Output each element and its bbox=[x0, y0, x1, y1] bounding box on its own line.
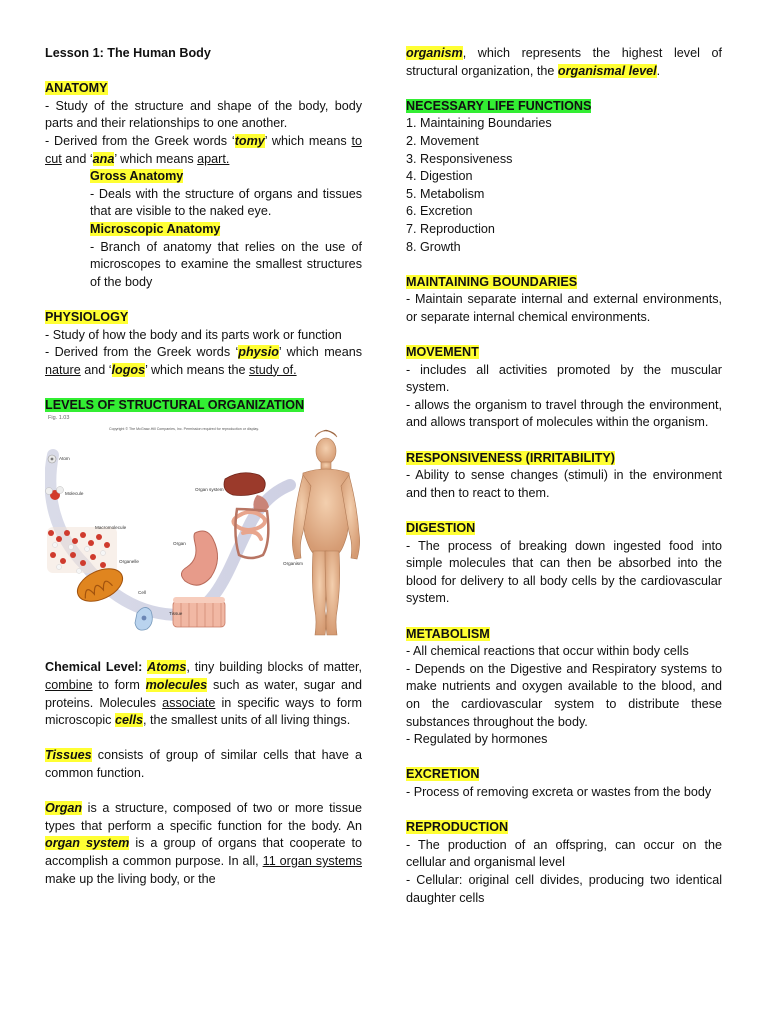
excretion-heading: EXCRETION bbox=[406, 767, 480, 782]
levels-heading: LEVELS OF STRUCTURAL ORGANIZATION bbox=[45, 397, 305, 412]
physiology-definition: - Study of how the body and its parts work or function bbox=[45, 327, 342, 342]
term-tomy: tomy bbox=[234, 133, 265, 148]
chemical-level-paragraph: Chemical Level: Atoms, tiny building blocks of matter, combine to form molecules such as water, sugar and proteins. Molecules associate in specific ways to form microscopic cells, the smallest units of all living things. bbox=[45, 660, 362, 728]
gross-anatomy-text: - Deals with the structure of organs and tissues that are visible to the naked eye. bbox=[90, 186, 362, 219]
maintaining-boundaries-heading: MAINTAINING BOUNDARIES bbox=[406, 274, 578, 289]
anatomy-definition: - Study of the structure and shape of the body, body parts and their relationships to one another. bbox=[45, 98, 362, 131]
label-macromolecule: Macromolecule bbox=[95, 525, 127, 531]
label-organ-system: Organ system bbox=[195, 487, 224, 493]
term-cells: cells bbox=[114, 713, 143, 728]
organism-illustration bbox=[292, 430, 359, 635]
lesson-title: Lesson 1: The Human Body bbox=[45, 46, 211, 60]
meaning-apart: apart. bbox=[197, 151, 230, 166]
responsiveness-text: - Ability to sense changes (stimuli) in the environment and then to react to them. bbox=[406, 468, 722, 500]
gross-anatomy-heading: Gross Anatomy bbox=[90, 169, 184, 184]
list-item: 6. Excretion bbox=[406, 204, 473, 219]
list-item: 5. Metabolism bbox=[406, 186, 485, 201]
label-cell: Cell bbox=[138, 590, 146, 596]
anatomy-derivation: - Derived from the Greek words ‘tomy’ which means to cut and ‘ana’ which means apart. bbox=[45, 133, 363, 166]
life-functions-heading: NECESSARY LIFE FUNCTIONS bbox=[406, 98, 592, 113]
anatomy-heading: ANATOMY bbox=[45, 81, 108, 96]
organism-continuation: organism, which represents the highest level of structural organization, the organismal level. bbox=[406, 46, 722, 78]
movement-text-1: - includes all activities promoted by the muscular system. bbox=[406, 362, 722, 395]
reproduction-heading: REPRODUCTION bbox=[406, 820, 509, 835]
right-column bbox=[406, 45, 722, 907]
list-item: 2. Movement bbox=[406, 133, 479, 148]
excretion-text: - Process of removing excreta or wastes from the body bbox=[406, 784, 712, 799]
label-tissue: Tissue bbox=[169, 611, 183, 617]
physiology-derivation: - Derived from the Greek words ‘physio’ which means nature and ‘logos’ which means the study of. bbox=[45, 345, 362, 377]
term-organismal-level: organismal level bbox=[557, 63, 657, 78]
list-item: 7. Reproduction bbox=[406, 221, 495, 236]
term-molecules: molecules bbox=[145, 678, 208, 693]
metabolism-text-1: - All chemical reactions that occur within body cells bbox=[406, 644, 689, 659]
label-molecule: Molecule bbox=[65, 491, 84, 497]
microscopic-anatomy-heading: Microscopic Anatomy bbox=[90, 221, 221, 236]
digestion-text: - The process of breaking down ingested food into simple molecules that can then be absorbed into the blood for delivery to all body cells by the cardiovascular system. bbox=[406, 538, 722, 606]
organ-paragraph: Organ is a structure, composed of two or more tissue types that perform a specific function for the body. An organ system is a group of organs that cooperate to accomplish a common purpose. In all, 11 organ systems make up the living body, or the bbox=[45, 801, 362, 886]
label-organelle: Organelle bbox=[119, 559, 139, 565]
reproduction-text-2: - Cellular: original cell divides, producing two identical daughter cells bbox=[406, 872, 722, 905]
maintaining-boundaries-text: - Maintain separate internal and external environments, or separate internal chemical environments. bbox=[406, 292, 722, 324]
term-organ-system: organ system bbox=[45, 836, 130, 851]
term-logos: logos bbox=[111, 362, 146, 377]
figure-copyright: Copyright © The McGraw-Hill Companies, Inc. Permission required for reproduction or display. bbox=[109, 427, 259, 432]
life-functions-list bbox=[406, 115, 722, 256]
term-organ: Organ bbox=[45, 801, 83, 816]
digestion-heading: DIGESTION bbox=[406, 521, 476, 536]
movement-text-2: - allows the organism to travel through the environment, and allows transport of molecules within the organism. bbox=[406, 397, 722, 430]
metabolism-text-2: - Depends on the Digestive and Respiratory systems to make nutrients and oxygen available to the blood, and on the cardiovascular system to distribute these substances throughout the body. bbox=[406, 661, 722, 729]
meaning-nature: nature bbox=[45, 362, 81, 377]
list-item: 3. Responsiveness bbox=[406, 151, 513, 166]
responsiveness-heading: RESPONSIVENESS (IRRITABILITY) bbox=[406, 450, 615, 465]
term-physio: physio bbox=[238, 345, 279, 360]
label-organism: Organism bbox=[283, 561, 303, 567]
atom-illustration bbox=[48, 455, 56, 463]
term-ana: ana bbox=[92, 151, 115, 166]
term-tissues: Tissues bbox=[45, 748, 92, 763]
label-organ: Organ bbox=[173, 541, 186, 547]
metabolism-text-3: - Regulated by hormones bbox=[406, 732, 548, 747]
label-atom: Atom bbox=[59, 456, 70, 462]
levels-illustration bbox=[45, 415, 362, 645]
organ-illustration bbox=[181, 531, 217, 585]
term-atoms: Atoms bbox=[147, 660, 187, 675]
meaning-study-of: study of. bbox=[248, 362, 297, 377]
list-item: 1. Maintaining Boundaries bbox=[406, 116, 552, 131]
physiology-heading: PHYSIOLOGY bbox=[45, 309, 129, 324]
macromolecule-illustration bbox=[47, 527, 117, 574]
figure-number: Fig. 1.03 bbox=[48, 415, 70, 422]
list-item: 4. Digestion bbox=[406, 169, 473, 184]
reproduction-text-1: - The production of an offspring, can occur on the cellular and organismal level bbox=[406, 837, 722, 870]
meaning-to-cut: to cut bbox=[45, 133, 363, 166]
tissues-paragraph: Tissues consists of group of similar cells that have a common function. bbox=[45, 748, 362, 781]
metabolism-heading: METABOLISM bbox=[406, 626, 490, 641]
term-organism: organism bbox=[406, 46, 463, 60]
movement-heading: MOVEMENT bbox=[406, 345, 479, 360]
left-column bbox=[45, 45, 362, 888]
list-item: 8. Growth bbox=[406, 239, 461, 254]
microscopic-anatomy-text: - Branch of anatomy that relies on the use of microscopes to examine the smallest structures of the body bbox=[90, 239, 362, 289]
levels-of-organization-figure bbox=[45, 415, 362, 645]
